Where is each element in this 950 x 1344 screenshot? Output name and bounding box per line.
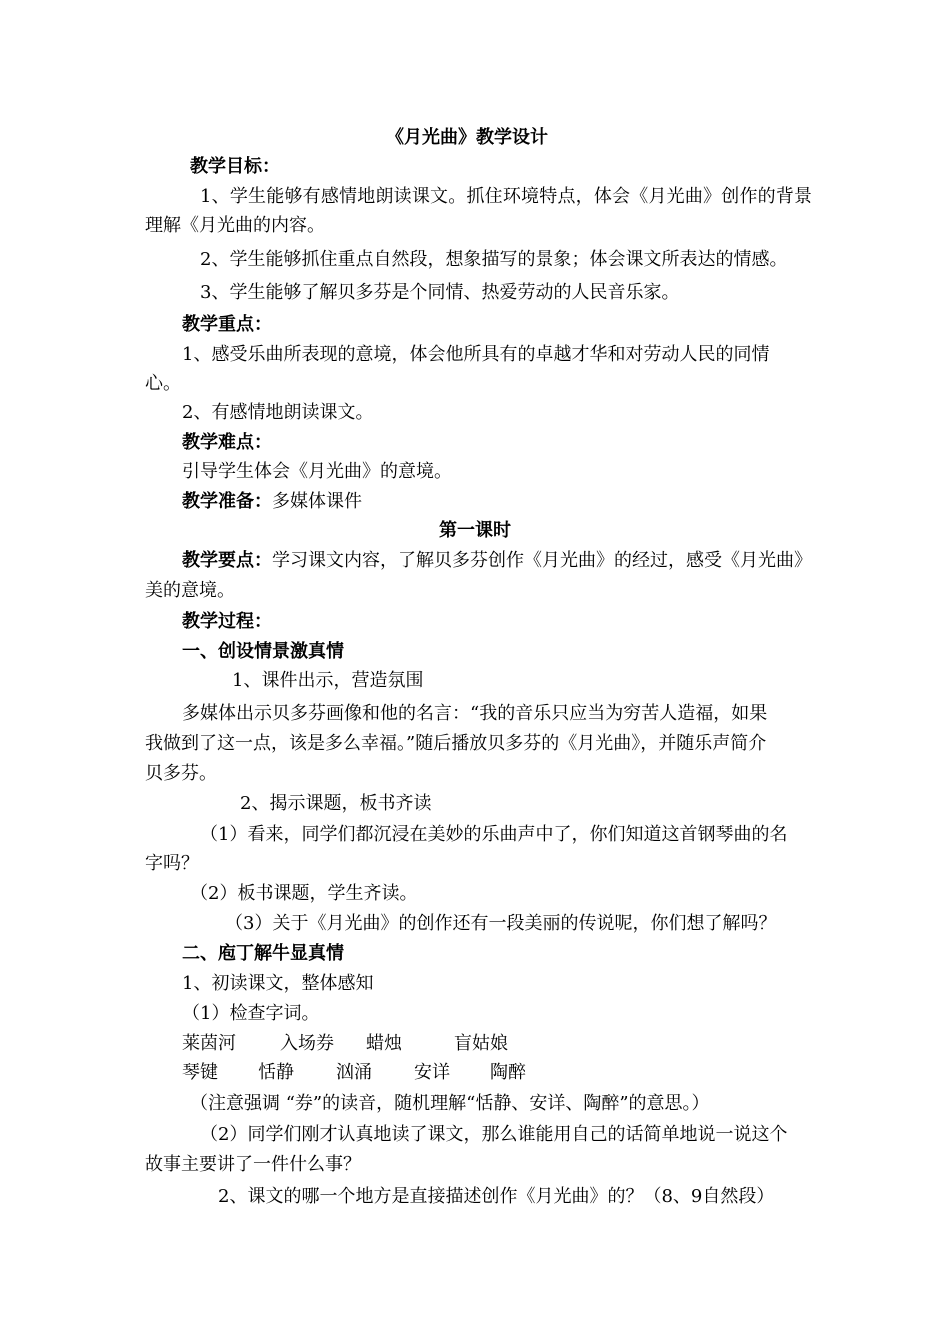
section-1-item-1: 1、课件出示，营造氛围 [232,670,424,691]
vocab-note: （注意强调 “券”的读音，随机理解“恬静、安详、陶醉”的意思。） [190,1093,710,1114]
section-1-paragraph-line-2: 我做到了这一点，该是多么幸福。”随后播放贝多芬的《月光曲》，并随乐声简介 [145,733,767,754]
document-title: 《月光曲》教学设计 [386,127,548,148]
vocab-row-2 [182,1060,526,1086]
section-1-question-1-line-1: （1）看来，同学们都沉浸在美妙的乐曲声中了，你们知道这首钢琴曲的名 [200,824,788,845]
vocab-word: 陶醉 [490,1062,526,1083]
key-point-1-line-2: 心。 [145,373,181,394]
vocab-word: 琴键 [182,1062,218,1083]
section-1-question-1-line-2: 字吗？ [145,853,199,874]
section-2-question-2-line-1: （2）同学们刚才认真地读了课文，那么谁能用自己的话简单地说一说这个 [200,1124,788,1145]
section-1-paragraph-line-3: 贝多芬。 [145,763,217,784]
section-1-question-2: （2）板书课题，学生齐读。 [190,883,418,904]
section-2-item-2: 2、课文的哪一个地方是直接描述创作《月光曲》的？（8、9自然段） [218,1186,775,1207]
vocab-row-1 [182,1031,508,1057]
section-2-check: （1）检查字词。 [182,1003,320,1024]
vocab-word: 盲姑娘 [454,1033,508,1054]
difficulty-heading: 教学难点： [182,432,272,453]
goal-1-line-2: 理解《月光曲的内容。 [145,215,325,236]
vocab-word: 恬静 [258,1062,294,1083]
key-point-1-line-1: 1、感受乐曲所表现的意境，体会他所具有的卓越才华和对劳动人民的同情 [182,344,770,365]
preparation-line [182,489,362,515]
lesson-points-line-1 [182,548,812,574]
vocab-word: 蜡烛 [366,1033,402,1054]
key-point-2: 2、有感情地朗读课文。 [182,402,374,423]
section-1-paragraph-line-1: 多媒体出示贝多芬画像和他的名言：“我的音乐只应当为穷苦人造福，如果 [182,703,768,724]
lesson-points-heading: 教学要点： [182,550,272,571]
key-points-heading: 教学重点： [182,314,272,335]
section-2-question-2-line-2: 故事主要讲了一件什么事？ [145,1154,361,1175]
process-heading: 教学过程： [182,611,272,632]
goal-3: 3、学生能够了解贝多芬是个同情、热爱劳动的人民音乐家。 [200,282,680,303]
vocab-word: 莱茵河 [182,1033,236,1054]
lesson-points-line-2: 美的意境。 [145,580,235,601]
goals-heading: 教学目标： [190,156,280,177]
section-1-item-2: 2、揭示课题，板书齐读 [240,793,432,814]
preparation-heading: 教学准备： [182,491,272,512]
lesson-title: 第一课时 [439,520,511,541]
vocab-word: 汹涌 [336,1062,372,1083]
section-2-heading: 二、庖丁解牛显真情 [182,943,344,964]
vocab-word: 安详 [414,1062,450,1083]
goal-2: 2、学生能够抓住重点自然段，想象描写的景象；体会课文所表达的情感。 [200,249,788,270]
difficulty-text: 引导学生体会《月光曲》的意境。 [182,461,452,482]
section-2-item-1: 1、初读课文，整体感知 [182,973,374,994]
preparation-text: 多媒体课件 [272,491,362,512]
section-1-question-3: （3）关于《月光曲》的创作还有一段美丽的传说呢，你们想了解吗？ [225,913,777,934]
lesson-points-text: 学习课文内容，了解贝多芬创作《月光曲》的经过，感受《月光曲》 [272,550,812,571]
vocab-word: 入场券 [280,1033,334,1054]
section-1-heading: 一、创设情景激真情 [182,641,344,662]
goal-1-line-1: 1、学生能够有感情地朗读课文。抓住环境特点，体会《月光曲》创作的背景 [200,186,813,207]
